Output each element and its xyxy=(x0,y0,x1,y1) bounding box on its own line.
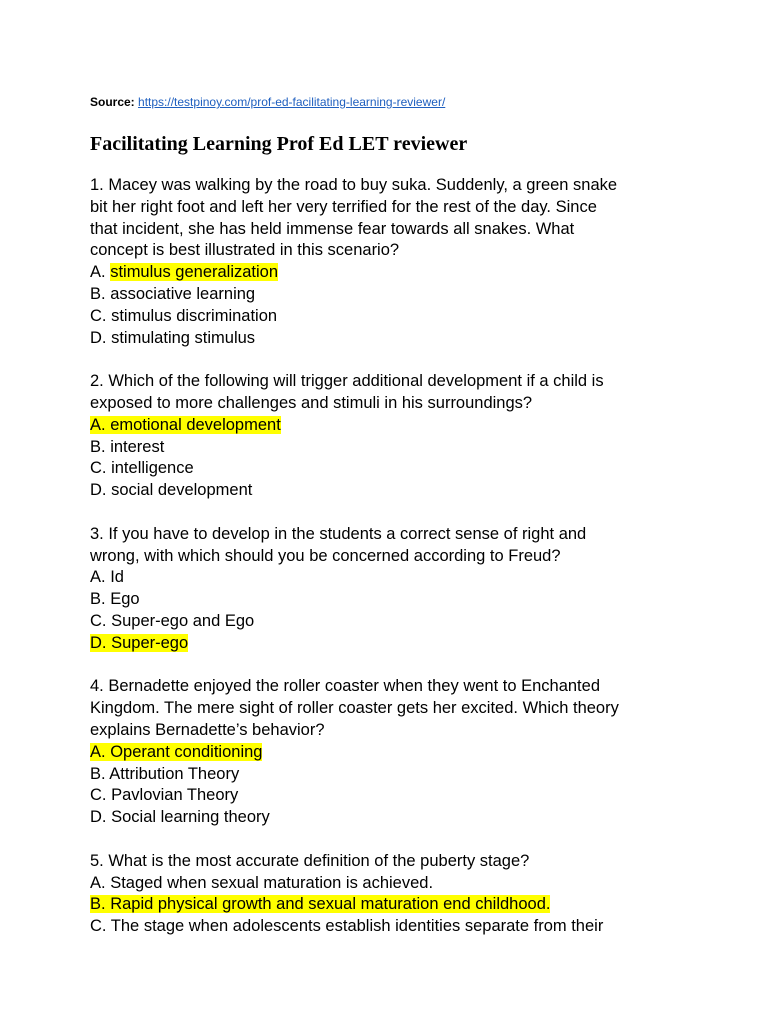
option-text: intelligence xyxy=(111,459,194,478)
option-text: Attribution Theory xyxy=(109,764,240,783)
source-label: Source: xyxy=(90,95,135,109)
answer-highlight xyxy=(90,743,262,761)
option-letter: D. xyxy=(90,633,107,652)
answer-option xyxy=(90,284,690,306)
option-letter: B. xyxy=(90,590,106,609)
question-text xyxy=(90,851,690,873)
option-text: Pavlovian Theory xyxy=(111,786,239,805)
option-text: Social learning theory xyxy=(111,808,270,827)
answer-highlight xyxy=(90,416,281,434)
option-text: associative learning xyxy=(110,284,256,303)
question-line: 4. Bernadette enjoyed the roller coaster when they went to Enchanted xyxy=(90,677,600,696)
option-text: emotional development xyxy=(110,415,281,434)
option-text: The stage when adolescents establish identities separate from their xyxy=(110,917,604,936)
option-letter: C. xyxy=(90,459,107,478)
option-letter: D. xyxy=(90,808,107,827)
question-line: Kingdom. The mere sight of roller coaster gets her excited. Which theory xyxy=(90,699,619,718)
option-letter: C. xyxy=(90,611,107,630)
answer-option xyxy=(90,764,690,786)
answer-option-correct xyxy=(90,262,690,284)
question-line: exposed to more challenges and stimuli in his surroundings? xyxy=(90,393,533,412)
option-text: Id xyxy=(110,568,124,587)
question-1 xyxy=(90,175,690,349)
answer-option-correct xyxy=(90,742,690,764)
option-letter: B. xyxy=(90,437,106,456)
answer-option-correct xyxy=(90,633,690,655)
option-letter: C. xyxy=(90,306,107,325)
answer-option xyxy=(90,437,690,459)
question-line: bit her right foot and left her very terrified for the rest of the day. Since xyxy=(90,197,597,216)
answer-option xyxy=(90,306,690,328)
answer-option xyxy=(90,611,690,633)
question-line: 5. What is the most accurate definition of the puberty stage? xyxy=(90,851,530,870)
answer-option-correct xyxy=(90,894,690,916)
answer-option xyxy=(90,873,690,895)
option-letter: B. xyxy=(90,764,106,783)
question-2 xyxy=(90,371,690,502)
answer-option xyxy=(90,785,690,807)
option-text: stimulus discrimination xyxy=(111,306,278,325)
option-letter: A. xyxy=(90,263,106,282)
question-line: concept is best illustrated in this scenario? xyxy=(90,241,400,260)
answer-highlight xyxy=(90,634,188,652)
answer-option xyxy=(90,480,690,502)
answer-option xyxy=(90,567,690,589)
option-letter: A. xyxy=(90,568,106,587)
option-letter: A. xyxy=(90,873,106,892)
document-title: Facilitating Learning Prof Ed LET reviewer xyxy=(90,133,468,155)
option-text: stimulating stimulus xyxy=(111,328,256,347)
option-letter: C. xyxy=(90,786,107,805)
option-letter: B. xyxy=(90,895,106,914)
answer-option xyxy=(90,458,690,480)
option-text: Operant conditioning xyxy=(110,742,263,761)
option-letter: D. xyxy=(90,328,107,347)
source-line xyxy=(90,94,445,110)
option-letter: C. xyxy=(90,917,107,936)
question-line: that incident, she has held immense fear towards all snakes. What xyxy=(90,219,575,238)
answer-highlight xyxy=(90,895,550,913)
question-line: explains Bernadette’s behavior? xyxy=(90,720,325,739)
option-text: stimulus generalization xyxy=(110,263,279,282)
question-line: 2. Which of the following will trigger additional development if a child is xyxy=(90,372,604,391)
source-link[interactable]: https://testpinoy.com/prof-ed-facilitating-learning-reviewer/ xyxy=(138,95,446,109)
question-line: wrong, with which should you be concerned according to Freud? xyxy=(90,546,561,565)
question-text xyxy=(90,175,690,262)
answer-option xyxy=(90,589,690,611)
option-text: Rapid physical growth and sexual maturation end childhood. xyxy=(110,895,551,914)
question-text xyxy=(90,524,690,568)
question-4 xyxy=(90,676,690,829)
question-text xyxy=(90,371,690,415)
answer-option xyxy=(90,328,690,350)
question-3 xyxy=(90,524,690,655)
question-line: 3. If you have to develop in the students a correct sense of right and xyxy=(90,524,587,543)
option-text: Ego xyxy=(110,590,140,609)
answer-option xyxy=(90,916,690,938)
answer-option xyxy=(90,807,690,829)
option-text: Super-ego and Ego xyxy=(111,611,255,630)
question-5 xyxy=(90,851,690,938)
question-text xyxy=(90,676,690,741)
answer-option-correct xyxy=(90,415,690,437)
option-text: interest xyxy=(110,437,165,456)
question-line: 1. Macey was walking by the road to buy suka. Suddenly, a green snake xyxy=(90,176,618,194)
option-text: Super-ego xyxy=(111,633,189,652)
option-letter: A. xyxy=(90,415,106,434)
option-text: social development xyxy=(111,481,253,500)
question-list xyxy=(90,175,690,960)
option-letter: D. xyxy=(90,481,107,500)
option-letter: A. xyxy=(90,742,106,761)
option-text: Staged when sexual maturation is achieved. xyxy=(110,873,434,892)
option-letter: B. xyxy=(90,284,106,303)
